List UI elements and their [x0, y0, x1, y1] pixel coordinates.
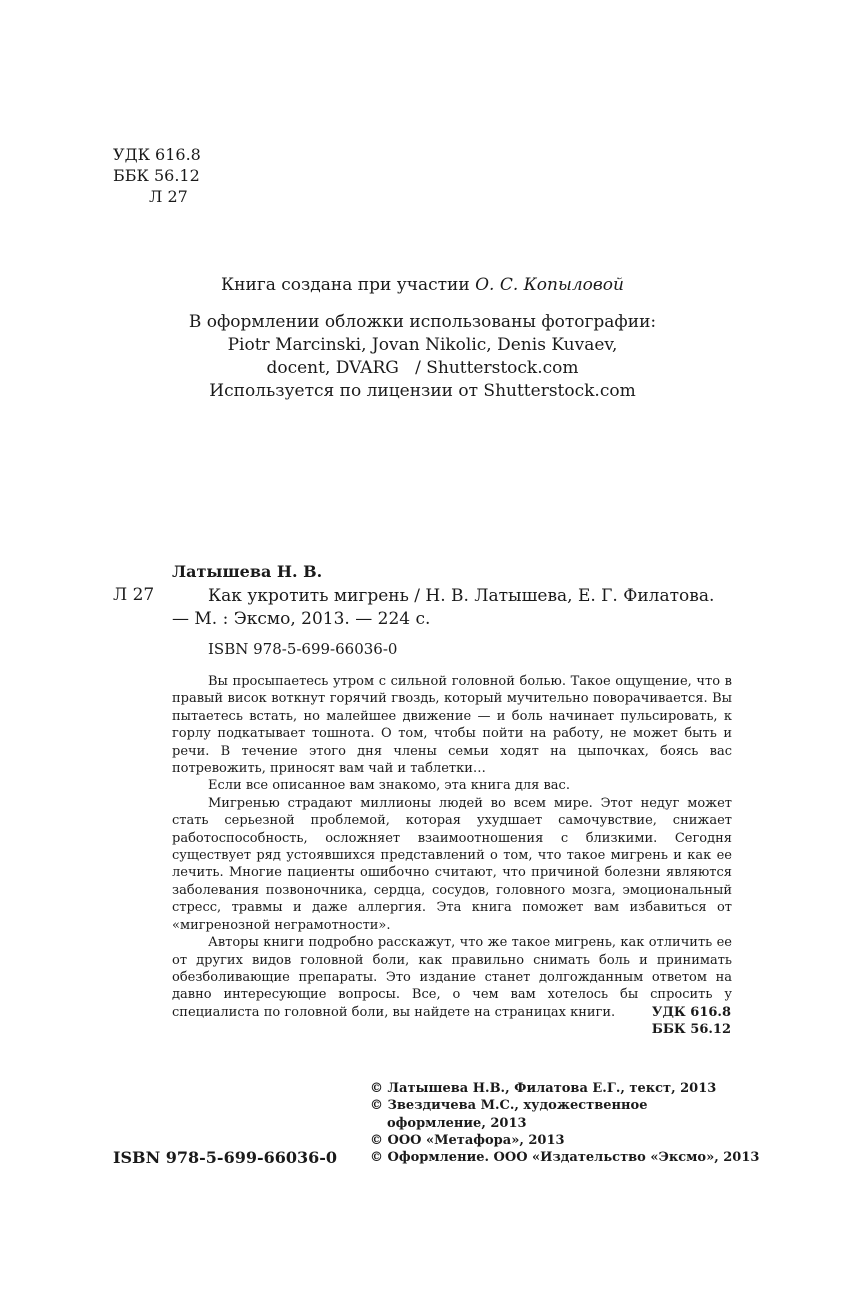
license-line: Используется по лицензии от Shutterstock.com [209, 381, 636, 401]
record-description: Как укротить мигрень / Н. В. Латышева, Е. Г. Филатова. — М. : Эксмо, 2013. — 224 с. [172, 586, 715, 629]
created-person: О. С. Копыловой [475, 275, 624, 295]
copyright-line: © Оформление. ООО «Издательство «Эксмо», 2013 [370, 1150, 760, 1166]
record-isbn: ISBN 978-5-699-66036-0 [208, 640, 398, 658]
annotation [172, 673, 732, 1021]
copyright-line: © Латышева Н.В., Филатова Е.Г., текст, 2013 [370, 1081, 717, 1096]
photo-credit-line-1: В оформлении обложки использованы фотографии: [188, 312, 657, 332]
isbn-bottom: ISBN 978-5-699-66036-0 [113, 1148, 338, 1167]
annotation-paragraph: Мигренью страдают миллионы людей во всем мире. Этот недуг может стать серьезной проблемой, которая ухудшает самочувствие, снижает работоспособность, осложняет взаимоотношения с близкими. Сегодня существует ряд устоявшихся представлений о том, что такое мигрень и как ее лечить. Многие пациенты ошибочно считают, что причиной болезни являются заболевания позвоночника, сердца, сосудов, головного мозга, эмоциональный стресс, травмы и даже аллергия. Эта книга поможет вам избавиться от «мигренозной неграмотности». [172, 795, 732, 933]
annotation-paragraph: Вы просыпаетесь утром с сильной головной болью. Такое ощущение, что в правый висок воткнут горячий гвоздь, который мучительно поворачивается. Вы пытаетесь встать, но малейшее движение — и боль начинает пульсировать, к горлу подкатывает тошнота. О том, чтобы пойти на работу, не может быть и речи. В течение этого дня члены семьи ходят на цыпочках, боясь вас потревожить, приносят вам чай и таблетки… [172, 674, 732, 777]
annotation-paragraph: Если все описанное вам знакомо, эта книга для вас. [208, 778, 570, 794]
credits-block [0, 274, 845, 403]
classification-block-top [113, 144, 201, 207]
copyright-block [370, 1080, 760, 1166]
copyright-line: © ООО «Метафора», 2013 [370, 1132, 565, 1148]
bbk-code-right: ББК 56.12 [651, 1022, 731, 1037]
copyright-line: оформление, 2013 [387, 1115, 527, 1131]
photo-credit-line-2: Piotr Marcinski, Jovan Nikolic, Denis Kuvaev, [227, 335, 618, 355]
record-author: Латышева Н. В. [172, 562, 323, 581]
created-with-line [0, 274, 845, 297]
photo-credit-line-3: docent, DVARG / Shutterstock.com [266, 358, 579, 378]
classification-block-right [560, 1004, 731, 1038]
author-mark: Л 27 [149, 187, 188, 206]
copyright-line: © Звездичева М.С., художественное [370, 1098, 648, 1114]
annotation-paragraph: Авторы книги подробно расскажут, что же такое мигрень, как отличить ее от других видов головной боли, как правильно снимать боль и принимать обезболивающие препараты. Это издание станет долгожданным ответом на давно интересующие вопросы. Все, о чем вам хотелось бы спросить у специалиста по головной боли, вы найдете на страницах книги. [172, 935, 732, 1020]
udk-code: УДК 616.8 [113, 145, 201, 164]
udk-code-right: УДК 616.8 [651, 1005, 731, 1020]
created-prefix: Книга создана при участии [221, 275, 476, 295]
record-author-mark: Л 27 [113, 585, 155, 605]
bbk-code: ББК 56.12 [113, 166, 200, 185]
